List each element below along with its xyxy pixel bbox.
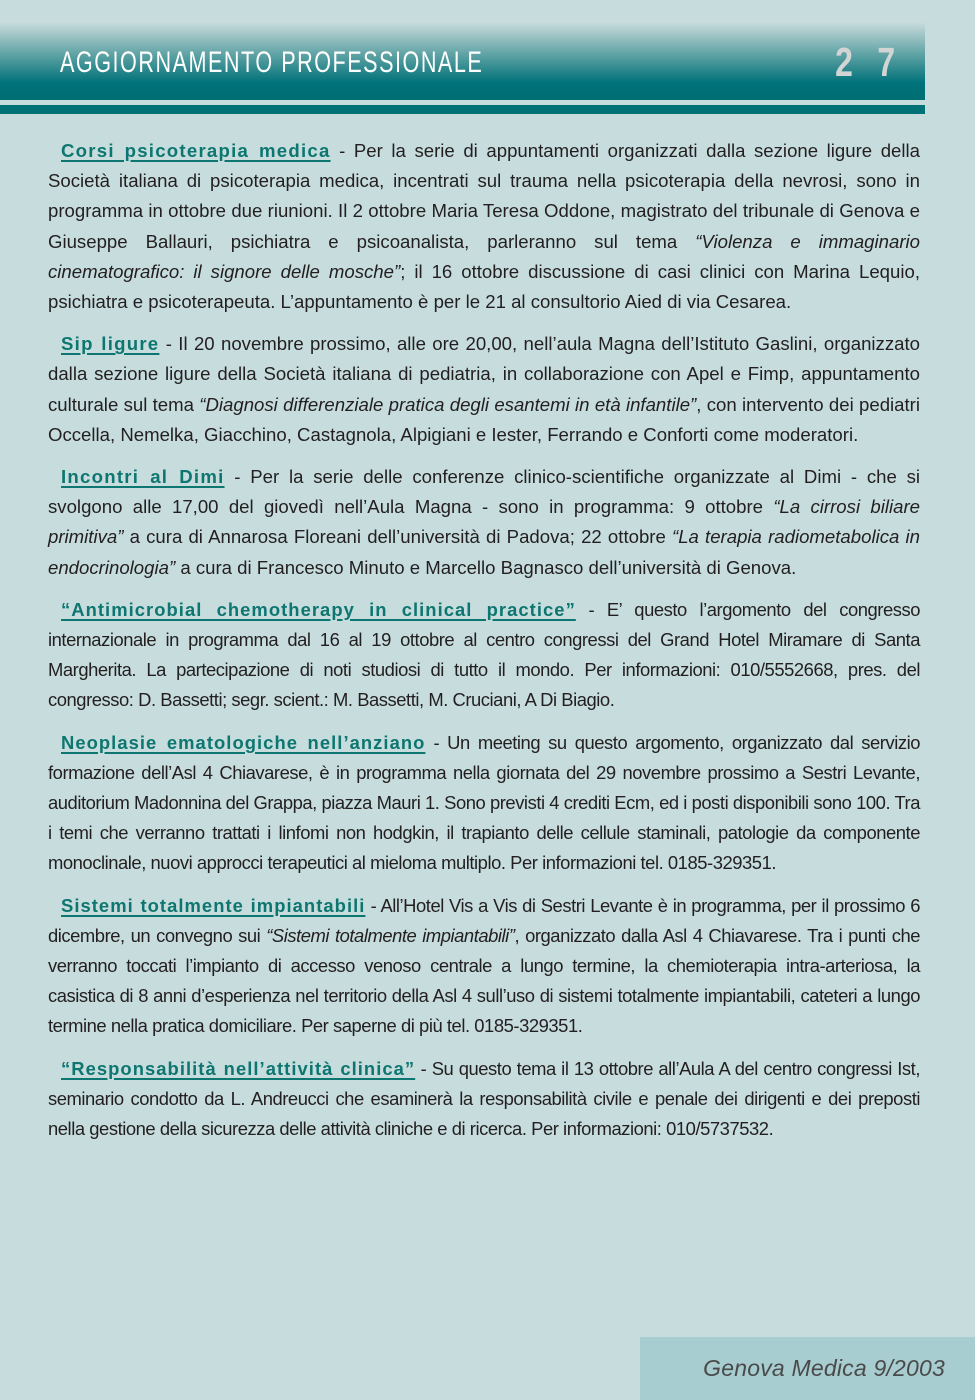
news-item-title-italic: “Diagnosi differenziale pratica degli esantemi in età infantile”: [199, 393, 697, 415]
news-item-text: - Il 20 novembre prossimo, alle ore 20,00, nell’aula Magna dell’Istituto Gaslini, organizzato dalla sezione ligure della Società italiana di pediatria, in collaborazione con Apel e Fimp, appuntamento culturale sul tema: [48, 333, 920, 415]
news-item: [48, 136, 920, 317]
page-number: 2 7: [835, 38, 903, 85]
page-masthead: [0, 22, 925, 100]
footer-publication-label: Genova Medica 9/2003: [703, 1355, 945, 1381]
news-item-text: - Su questo tema il 13 ottobre all’Aula A del centro congressi Ist, seminario condotto da L. Andreucci che esaminerà la responsabilità civile e penale dei dirigenti e dei preposti nella gestione della sicurezza delle attività cliniche e di ricerca. Per informazioni: 010/5737532.: [48, 1057, 920, 1140]
news-item-text: - Un meeting su questo argomento, organizzato dal servizio formazione dell’Asl 4 Chiavarese, è in programma nella giornata del 29 novembre prossimo a Sestri Levante, auditorium Madonnina del Grappa, piazza Mauri 1. Sono previsti 4 crediti Ecm, ed i posti disponibili sono 100. Tra i temi che verranno trattati i linfomi non hodgkin, il trapianto delle cellule staminali, patologie da componente monoclinale, nuovi approcci terapeutici al mieloma multiplo. Per informazioni tel. 0185-329351.: [48, 731, 920, 874]
news-item: [48, 891, 920, 1042]
news-item-text: - Per la serie di appuntamenti organizzati dalla sezione ligure della Società italiana di psicoterapia medica, incentrati sul trauma nella psicoterapia della nevrosi, sono in programma in ottobre due riunioni. Il 2 ottobre Maria Teresa Oddone, magistrato del tribunale di Genova e Giuseppe Ballauri, psichiatra e psicoanalista, parleranno sul tema: [48, 140, 921, 252]
news-item-text: - All’Hotel Vis a Vis di Sestri Levante è in programma, per il prossimo 6 dicembre, un convegno sui: [48, 894, 920, 946]
news-item-text: - E’ questo l’argomento del congresso internazionale in programma dal 16 al 19 ottobre al centro congressi del Grand Hotel Miramare di Santa Margherita. La partecipazione di noti studiosi di tutto il mondo. Per informazioni: 010/5552668, pres. del congresso: D. Bassetti; segr. scient.: M. Bassetti, M. Cruciani, A Di Biagio.: [48, 598, 921, 711]
news-item-heading: Sip ligure: [61, 333, 160, 355]
news-item: [48, 1054, 920, 1145]
article-body: [48, 136, 920, 1144]
news-item: [48, 728, 920, 879]
news-item-text: , con intervento dei pediatri Occella, Nemelka, Giacchino, Castagnola, Alpigiani e Iester, Ferrando e Conforti come moderatori.: [48, 393, 921, 445]
news-item-heading: Corsi psicoterapia medica: [61, 140, 331, 161]
news-item-text: ; il 16 ottobre discussione di casi clinici con Marina Lequio, psichiatra e psicoterapeuta. L’appuntamento è per le 21 al consultorio Aied di via Cesarea.: [48, 260, 920, 313]
news-item-heading: Incontri al Dimi: [61, 466, 225, 488]
masthead-divider-rule: [0, 105, 925, 114]
footer-banner: [640, 1337, 975, 1400]
news-item-text: , organizzato dalla Asl 4 Chiavarese. Tra i punti che verranno toccati l’impianto di accesso venoso centrale a lungo termine, la chemioterapia intra-arteriosa, la casistica di 8 anni d’esperienza nel territorio della Asl 4 sull’uso di sistemi totalmente impiantabili, cateteri a lungo termine nella pratica domiciliare. Per saperne di più tel. 0185-329351.: [48, 924, 920, 1037]
news-item-heading: “Responsabilità nell’attività clinica”: [61, 1057, 416, 1079]
news-item-heading: Neoplasie ematologiche nell’anziano: [61, 731, 426, 753]
news-item-title-italic: “Sistemi totalmente impiantabili”: [266, 924, 515, 946]
news-item-title-italic: “La terapia radiometabolica in endocrinologia”: [48, 526, 920, 578]
page-title: AGGIORNAMENTO PROFESSIONALE: [60, 45, 484, 79]
news-item-heading: “Antimicrobial chemotherapy in clinical practice”: [61, 598, 576, 620]
news-item-text: a cura di Francesco Minuto e Marcello Bagnasco dell’università di Genova.: [175, 556, 797, 578]
news-item-title-italic: “La cirrosi biliare primitiva”: [48, 496, 920, 548]
news-item-text: - Per la serie delle conferenze clinico-scientifiche organizzate al Dimi - che si svolgono alle 17,00 del giovedì nell’Aula Magna - sono in programma: 9 ottobre: [48, 466, 920, 518]
news-item-title-italic: “Violenza e immaginario cinematografico: il signore delle mosche”: [48, 230, 920, 282]
news-item-heading: Sistemi totalmente impiantabili: [61, 894, 366, 916]
news-item: [48, 329, 920, 450]
news-item: [48, 462, 920, 583]
news-item: [48, 595, 920, 716]
news-item-text: a cura di Annarosa Floreani dell’università di Padova; 22 ottobre: [123, 526, 672, 548]
